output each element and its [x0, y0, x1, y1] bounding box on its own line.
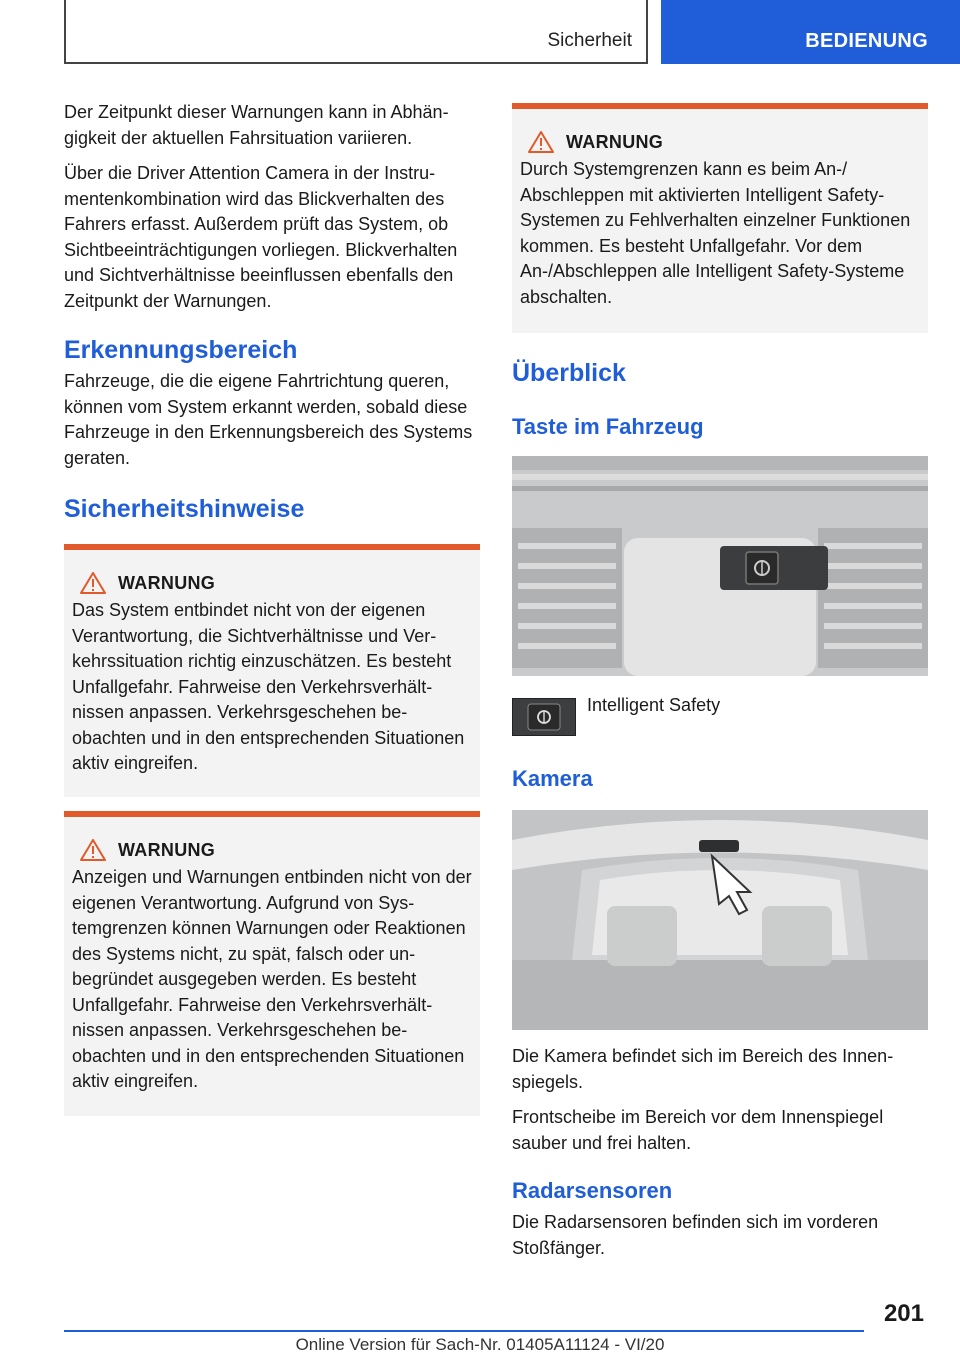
button-label: Intelligent Safety: [587, 695, 721, 715]
warning-title: WARNUNG: [566, 131, 664, 152]
paragraph: Frontscheibe im Bereich vor dem Innenspiegel sauber und frei halten.: [512, 1107, 884, 1153]
button-legend: [512, 695, 928, 736]
chapter-tab: BEDIENUNG: [661, 0, 960, 64]
dashboard-button-photo: [512, 456, 928, 676]
footer-text: Online Version für Sach-Nr. 01405A11124 - VI/20: [295, 1335, 665, 1354]
page-number: 201: [883, 1300, 924, 1327]
warning-triangle-icon: [80, 572, 106, 594]
warning-box: [512, 103, 928, 333]
warning-title: WARNUNG: [118, 572, 216, 593]
warning-box: [64, 544, 480, 797]
header-section-box: [64, 0, 648, 64]
warning-triangle-icon: [80, 839, 106, 861]
warning-text: Anzeigen und Warnungen entbinden nicht von der eigenen Verantwortung. Aufgrund von Systemgrenzen können Warnungen oder Reaktionen des Systems nicht, zu spät, falsch oder unbegründet ausgegeben werden. Es besteht Unfallgefahr. Fahrweise den Verkehrsverhältnissen anpassen. Verkehrsgeschehen beobachten und in den entsprechenden Situationen aktiv eingreifen.: [72, 867, 472, 1091]
camera-location-photo: [512, 810, 928, 1030]
warning-text: Durch Systemgrenzen kann es beim An-/ Abschleppen mit aktivierten Intelligent Safety-Systemen zu Fehlverhalten einzelner Funktionen kommen. Es besteht Unfallgefahr. Vor dem An-/Abschleppen alle Intelligent Safety-Systeme abschalten.: [520, 159, 911, 307]
heading-taste-im-fahrzeug: Taste im Fahrzeug: [512, 414, 704, 439]
warning-title: WARNUNG: [118, 839, 216, 860]
intelligent-safety-icon: [512, 698, 576, 736]
paragraph: Der Zeitpunkt dieser Warnungen kann in Abhängigkeit der aktuellen Fahrsituation variieren.: [64, 102, 449, 148]
section-title: Sicherheit: [547, 30, 632, 51]
warning-text: Das System entbindet nicht von der eigenen Verantwortung, die Sichtverhältnisse und Verkehrssituation richtig einzuschätzen. Es besteht Unfallgefahr. Fahrweise den Verkehrsverhältnissen anpassen. Verkehrsgeschehen beobachten und in den entsprechenden Situationen aktiv eingreifen.: [72, 600, 465, 773]
heading-ueberblick: Überblick: [512, 359, 626, 387]
heading-erkennungsbereich: Erkennungsbereich: [64, 336, 298, 364]
heading-radarsensoren: Radarsensoren: [512, 1178, 673, 1203]
left-column: [64, 100, 480, 1116]
paragraph: Über die Driver Attention Camera in der Instrumentenkombination wird das Blickverhalten des Fahrers erfasst. Außerdem prüft das System, ob Sichtbeeinträchtigungen vorliegen. Blickverhalten und Sichtverhältnisse beeinflussen ebenfalls den Zeitpunkt der Warnungen.: [64, 163, 458, 311]
footer-divider: [64, 1330, 864, 1332]
heading-kamera: Kamera: [512, 766, 593, 791]
paragraph: Fahrzeuge, die die eigene Fahrtrichtung queren, können vom System erkannt werden, sobald diese Fahrzeuge in den Erkennungsbereich des Systems geraten.: [64, 371, 473, 468]
warning-triangle-icon: [528, 131, 554, 153]
right-column: [512, 103, 928, 1271]
paragraph: Die Kamera befindet sich im Bereich des Innenspiegels.: [512, 1046, 894, 1092]
paragraph: Die Radarsensoren befinden sich im vorderen Stoßfänger.: [512, 1212, 879, 1258]
warning-box: [64, 811, 480, 1116]
heading-sicherheitshinweise: Sicherheitshinweise: [64, 495, 305, 523]
